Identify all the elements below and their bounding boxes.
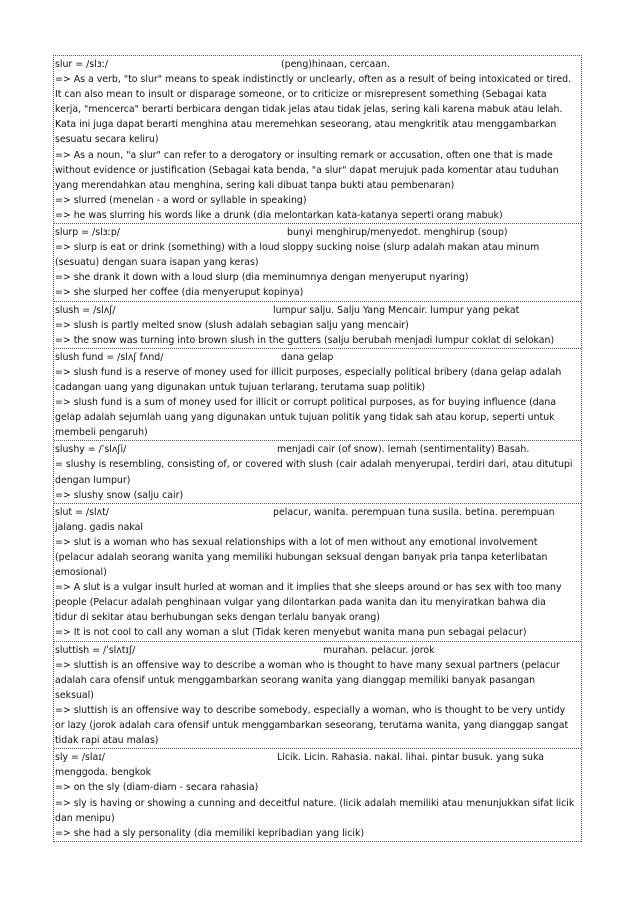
dictionary-table [53,55,582,842]
entry-gloss: Licik. Licin. Rahasia. nakal. lihai. pintar busuk. yang suka [277,752,544,764]
entry-sluttish [54,642,581,750]
entry-line: adalah cara ofensif untuk menggambarkan seorang wanita yang dianggap memiliki banyak pasangan [55,674,536,686]
entry-slur [54,56,581,224]
entry-line: => sly is having or showing a cunning and deceitful nature. (licik adalah memiliki atau menunjukkan sifat licik [55,797,575,809]
entry-gloss: menjadi cair (of snow). lemah (sentimentality) Basah. [277,444,530,456]
entry-term: sly = /slaɪ/ [55,752,105,764]
entry-line: It can also mean to insult or disparage someone, or to criticize or misrepresent something (Sebagai kata [55,89,547,101]
entry-slut [54,504,581,642]
entry-gloss: (peng)hinaan, cercaan. [281,59,390,70]
entry-line: = slushy is resembling, consisting of, or covered with slush (cair adalah menyerupai, terdiri dari, atau ditutupi [55,459,573,471]
entry-line: dan menipu) [55,812,115,824]
entry-line: kerja, "mencerca" berarti berbicara dengan tidak jelas atau tidak jelas, sering kali karena mabuk atau lelah. [55,104,563,116]
entry-line: => As a verb, "to slur" means to speak indistinctly or unclearly, often as a result of being intoxicated or tired. [55,74,572,86]
entry-line: => slush fund is a reserve of money used for illicit purposes, especially political bribery (dana gelap adalah [55,366,562,378]
entry-gloss: dana gelap [281,351,334,363]
entry-slush [54,302,581,349]
entry-head [55,225,581,240]
entry-line: => slushy snow (salju cair) [55,489,184,501]
entry-line: yang merendahkan atau menghina, sering kali dibuat tanpa bukti atau pembenaran) [55,179,455,191]
entry-line: => slurred (menelan - a word or syllable in speaking) [55,194,307,206]
entry-line: => slut is a woman who has sexual relationships with a lot of men without any emotional involvement [55,536,538,548]
entry-line: => she had a sly personality (dia memiliki kepribadian yang licik) [55,827,365,839]
entry-line: => slush is partly melted snow (slush adalah sebagian salju yang mencair) [55,319,409,331]
entry-line: tidak rapi atau malas) [55,735,159,747]
entry-line: => sluttish is an offensive way to describe somebody, especially a woman, who is thought to be very untidy [55,704,566,716]
entry-gloss: pelacur, wanita. perempuan tuna susila. betina. perempuan [273,506,555,518]
entry-gloss-continued: jalang. gadis nakal [55,521,143,533]
entry-term: slushy = /ˈslʌʃi/ [55,444,127,456]
entry-line: cadangan uang yang digunakan untuk tujuan terlarang, terutama suap politik) [55,381,426,393]
entry-head [55,350,581,365]
entry-gloss: murahan. pelacur. jorok [323,644,435,656]
entry-line: membeli pengaruh) [55,427,148,439]
entry-term: slur = /slɜː/ [55,59,109,70]
entry-line: people (Pelacur adalah penghinaan vulgar yang dilontarkan pada wanita dan itu menyiratkan bahwa dia [55,597,546,609]
entry-line: => It is not cool to call any woman a slut (Tidak keren menyebut wanita mana pun sebagai pelacur) [55,627,527,639]
entry-term: sluttish = /ˈslʌtɪʃ/ [55,644,136,656]
entry-line: => she drank it down with a loud slurp (dia meminumnya dengan menyeruput nyaring) [55,272,469,284]
entry-line: emosional) [55,567,107,579]
entry-sly [54,749,581,842]
entry-line: => he was slurring his words like a drunk (dia melontarkan kata-katanya seperti orang mabuk) [55,209,503,221]
entry-line: (pelacur adalah seorang wanita yang memiliki hubungan seksual dengan banyak pria tanpa keterlibatan [55,552,548,563]
entry-line: => slurp is eat or drink (something) with a loud sloppy sucking noise (slurp adalah makan atau minum [55,242,540,254]
entry-line: Kata ini juga dapat berarti menghina atau meremehkan seseorang, atau mengkritik atau menggambarkan [55,119,557,131]
entry-head [55,643,581,658]
entry-gloss: bunyi menghirup/menyedot. menghirup (soup) [287,227,508,239]
entry-line: or lazy (jorok adalah cara ofensif untuk menggambarkan seseorang, terutama wanita, yang dianggap sangat [55,720,569,732]
entry-term: slush fund = /slʌʃ fʌnd/ [55,351,164,363]
entry-slushy [54,441,581,503]
entry-line: => she slurped her coffee (dia menyeruput kopinya) [55,287,304,299]
entry-term: slush = /slʌʃ/ [55,304,116,316]
entry-line: => on the sly (diam-diam - secara rahasia) [55,782,259,794]
entry-head [55,750,581,765]
entry-line: seksual) [55,689,94,701]
entry-head [55,442,581,457]
entry-line: => the snow was turning into brown slush in the gutters (salju berubah menjadi lumpur coklat di selokan) [55,334,555,346]
entry-head [55,57,581,72]
entry-line: sesuatu secara keliru) [55,134,159,146]
entry-line: => A slut is a vulgar insult hurled at woman and it implies that she sleeps around or has sex with too many [55,582,562,594]
entry-line: tidur di sekitar atau berhubungan seks dengan terlalu banyak orang) [55,612,380,624]
entry-slurp [54,224,581,301]
entry-line: => slush fund is a sum of money used for illicit or corrupt political purposes, as for buying influence (dana [55,397,557,409]
entry-line: (sesuatu) dengan suara isapan yang keras) [55,257,259,269]
entry-line: => As a noun, "a slur" can refer to a derogatory or insulting remark or accusation, often one that is made [55,149,553,161]
entry-line: => sluttish is an offensive way to describe a woman who is thought to have many sexual partners (pelacur [55,659,560,671]
entry-gloss: lumpur salju. Salju Yang Mencair. lumpur yang pekat [273,304,520,316]
entry-line: gelap adalah sejumlah uang yang digunakan untuk tujuan politik yang tidak sah atau korup, seperti untuk [55,412,555,424]
entry-line: dengan lumpur) [55,474,131,486]
entry-term: slurp = /slɜːp/ [55,227,120,239]
entry-head [55,505,581,520]
entry-term: slut = /slʌt/ [55,506,109,518]
entry-line: without evidence or justification (Sebagai kata benda, "a slur" dapat merujuk pada komentar atau tuduhan [55,164,559,176]
entry-gloss-continued: menggoda. bengkok [55,767,152,779]
entry-slush-fund [54,349,581,442]
entry-head [55,303,581,318]
